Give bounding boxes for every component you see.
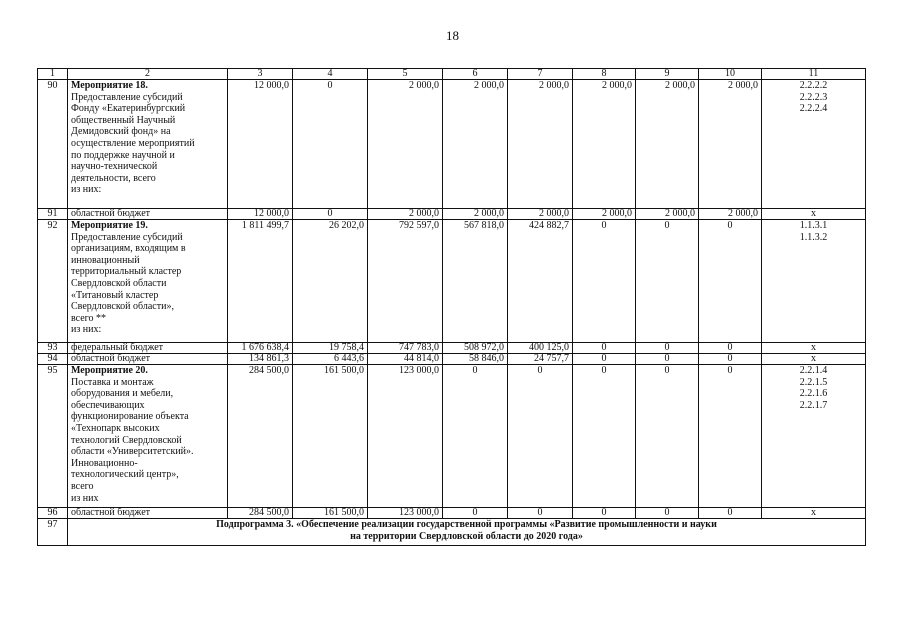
- funding-value: 0: [573, 354, 636, 365]
- description-line: всего: [71, 480, 94, 492]
- funding-value: 161 500,0: [293, 508, 368, 519]
- target-indicator: 2.2.1.4: [799, 365, 828, 376]
- header-cell: 8: [573, 69, 636, 80]
- target-indicator: 2.2.1.5: [799, 376, 828, 388]
- funding-value: 0: [508, 508, 573, 519]
- funding-value: 2 000,0: [443, 80, 508, 209]
- target-indicator: 2.2.1.7: [799, 399, 828, 411]
- funding-value: 44 814,0: [368, 354, 443, 365]
- header-cell: 2: [68, 69, 228, 80]
- funding-value: 424 882,7: [508, 220, 573, 343]
- funding-value: 792 597,0: [368, 220, 443, 343]
- funding-value: 12 000,0: [228, 80, 293, 209]
- description-line: общественный Научный: [71, 114, 176, 126]
- funding-value: 1 676 638,4: [228, 343, 293, 354]
- funding-value: 0: [699, 354, 762, 365]
- funding-value: 2 000,0: [699, 80, 762, 209]
- funding-value: 0: [699, 343, 762, 354]
- row-number: 94: [38, 354, 68, 365]
- table-row: [38, 220, 866, 343]
- budget-source-label: областной бюджет: [68, 508, 228, 519]
- row-number: 96: [38, 508, 68, 519]
- target-indicator: х: [762, 209, 866, 220]
- funding-value: 0: [636, 343, 699, 354]
- header-cell: 9: [636, 69, 699, 80]
- funding-value: 0: [636, 354, 699, 365]
- funding-value: 0: [573, 220, 636, 343]
- table-row: [38, 80, 866, 209]
- funding-value: 24 757,7: [508, 354, 573, 365]
- funding-value: 2 000,0: [368, 209, 443, 220]
- funding-value: 0: [699, 220, 762, 343]
- table-row: [38, 508, 866, 519]
- description-line: территориальный кластер: [71, 266, 182, 278]
- description-line: технологий Свердловской: [71, 434, 182, 446]
- subprogram-title-line: на территории Свердловской области до 2020 года»: [350, 531, 583, 542]
- target-indicator: 2.2.2.4: [799, 103, 828, 115]
- row-number: 90: [38, 80, 68, 209]
- funding-value: 123 000,0: [368, 508, 443, 519]
- activity-description: [68, 80, 228, 209]
- description-line: научно-технической: [71, 161, 158, 173]
- row-number: 91: [38, 209, 68, 220]
- description-line: обеспечивающих: [71, 399, 145, 411]
- target-indicators: [762, 220, 866, 343]
- activity-title: Мероприятие 20.: [71, 365, 148, 376]
- description-line: инновационный: [71, 254, 140, 266]
- funding-value: 0: [636, 508, 699, 519]
- funding-value: 0: [508, 365, 573, 508]
- description-line: по поддержке научной и: [71, 149, 175, 161]
- row-number: 97: [38, 519, 68, 546]
- description-line: из них:: [71, 184, 102, 196]
- target-indicator: 1.1.3.2: [799, 231, 828, 243]
- target-indicator: 2.2.2.3: [799, 91, 828, 103]
- funding-value: 6 443,6: [293, 354, 368, 365]
- funding-value: 508 972,0: [443, 343, 508, 354]
- activity-title: Мероприятие 19.: [71, 220, 148, 231]
- funding-value: 134 861,3: [228, 354, 293, 365]
- funding-value: 2 000,0: [508, 209, 573, 220]
- funding-value: 0: [699, 365, 762, 508]
- funding-value: 1 811 499,7: [228, 220, 293, 343]
- funding-value: 747 783,0: [368, 343, 443, 354]
- header-cell: 6: [443, 69, 508, 80]
- header-row: [38, 69, 866, 80]
- funding-value: 0: [636, 220, 699, 343]
- funding-value: 2 000,0: [699, 209, 762, 220]
- funding-value: 0: [573, 365, 636, 508]
- funding-value: 0: [293, 80, 368, 209]
- header-cell: 10: [699, 69, 762, 80]
- target-indicator: х: [762, 343, 866, 354]
- funding-value: 567 818,0: [443, 220, 508, 343]
- page-number: 18: [446, 28, 459, 43]
- row-number: 93: [38, 343, 68, 354]
- description-line: «Титановый кластер: [71, 289, 159, 301]
- header-cell: 11: [762, 69, 866, 80]
- row-number: 92: [38, 220, 68, 343]
- funding-value: 0: [443, 508, 508, 519]
- description-line: всего **: [71, 312, 107, 324]
- header-cell: 5: [368, 69, 443, 80]
- table-row: [38, 365, 866, 508]
- funding-value: 0: [699, 508, 762, 519]
- target-indicator: 2.2.1.6: [799, 388, 828, 400]
- subprogram-row: [38, 519, 866, 546]
- budget-source-label: областной бюджет: [68, 209, 228, 220]
- target-indicator: 1.1.3.1: [799, 220, 828, 231]
- program-table: [37, 68, 866, 546]
- description-line: деятельности, всего: [71, 172, 156, 184]
- header-cell: 3: [228, 69, 293, 80]
- funding-value: 2 000,0: [368, 80, 443, 209]
- budget-source-label: федеральный бюджет: [68, 343, 228, 354]
- activity-description: [68, 365, 228, 508]
- description-line: области «Университетский».: [71, 446, 194, 458]
- funding-value: 123 000,0: [368, 365, 443, 508]
- funding-value: 400 125,0: [508, 343, 573, 354]
- table-row: [38, 343, 866, 354]
- description-line: технологический центр»,: [71, 469, 179, 481]
- target-indicators: [762, 80, 866, 209]
- funding-value: 12 000,0: [228, 209, 293, 220]
- funding-value: 0: [443, 365, 508, 508]
- funding-value: 2 000,0: [573, 209, 636, 220]
- funding-value: 58 846,0: [443, 354, 508, 365]
- funding-value: 19 758,4: [293, 343, 368, 354]
- row-number: 95: [38, 365, 68, 508]
- activity-description: [68, 220, 228, 343]
- funding-value: 0: [636, 365, 699, 508]
- funding-value: 2 000,0: [636, 80, 699, 209]
- subprogram-title-line: Подпрограмма 3. «Обеспечение реализации государственной программы «Развитие промышленности и науки: [216, 519, 717, 530]
- description-line: из них:: [71, 324, 102, 336]
- table-row: [38, 354, 866, 365]
- description-line: Инновационно-: [71, 457, 138, 469]
- description-line: функционирование объекта: [71, 411, 189, 423]
- target-indicator: х: [762, 354, 866, 365]
- funding-value: 0: [293, 209, 368, 220]
- target-indicator: 2.2.2.2: [799, 80, 828, 91]
- description-line: Предоставление субсидий: [71, 91, 183, 103]
- description-line: Фонду «Екатеринбургский: [71, 103, 186, 115]
- description-line: Демидовский фонд» на: [71, 126, 171, 138]
- budget-source-label: областной бюджет: [68, 354, 228, 365]
- description-line: из них: [71, 492, 99, 504]
- description-line: Свердловской области: [71, 277, 167, 289]
- target-indicators: [762, 365, 866, 508]
- funding-value: 0: [573, 508, 636, 519]
- description-line: организациям, входящим в: [71, 243, 186, 255]
- header-cell: 7: [508, 69, 573, 80]
- target-indicator: х: [762, 508, 866, 519]
- funding-value: 2 000,0: [508, 80, 573, 209]
- funding-value: 2 000,0: [573, 80, 636, 209]
- funding-value: 284 500,0: [228, 365, 293, 508]
- table-row: [38, 209, 866, 220]
- funding-value: 0: [573, 343, 636, 354]
- funding-value: 26 202,0: [293, 220, 368, 343]
- description-line: Предоставление субсидий: [71, 231, 183, 243]
- description-line: «Технопарк высоких: [71, 422, 160, 434]
- description-line: оборудования и мебели,: [71, 388, 174, 400]
- description-line: Поставка и монтаж: [71, 376, 154, 388]
- header-cell: 1: [38, 69, 68, 80]
- funding-value: 161 500,0: [293, 365, 368, 508]
- description-line: осуществление мероприятий: [71, 137, 195, 149]
- header-cell: 4: [293, 69, 368, 80]
- funding-value: 2 000,0: [443, 209, 508, 220]
- funding-value: 2 000,0: [636, 209, 699, 220]
- activity-title: Мероприятие 18.: [71, 80, 148, 91]
- description-line: Свердловской области»,: [71, 301, 174, 313]
- subprogram-title: [68, 519, 866, 546]
- funding-value: 284 500,0: [228, 508, 293, 519]
